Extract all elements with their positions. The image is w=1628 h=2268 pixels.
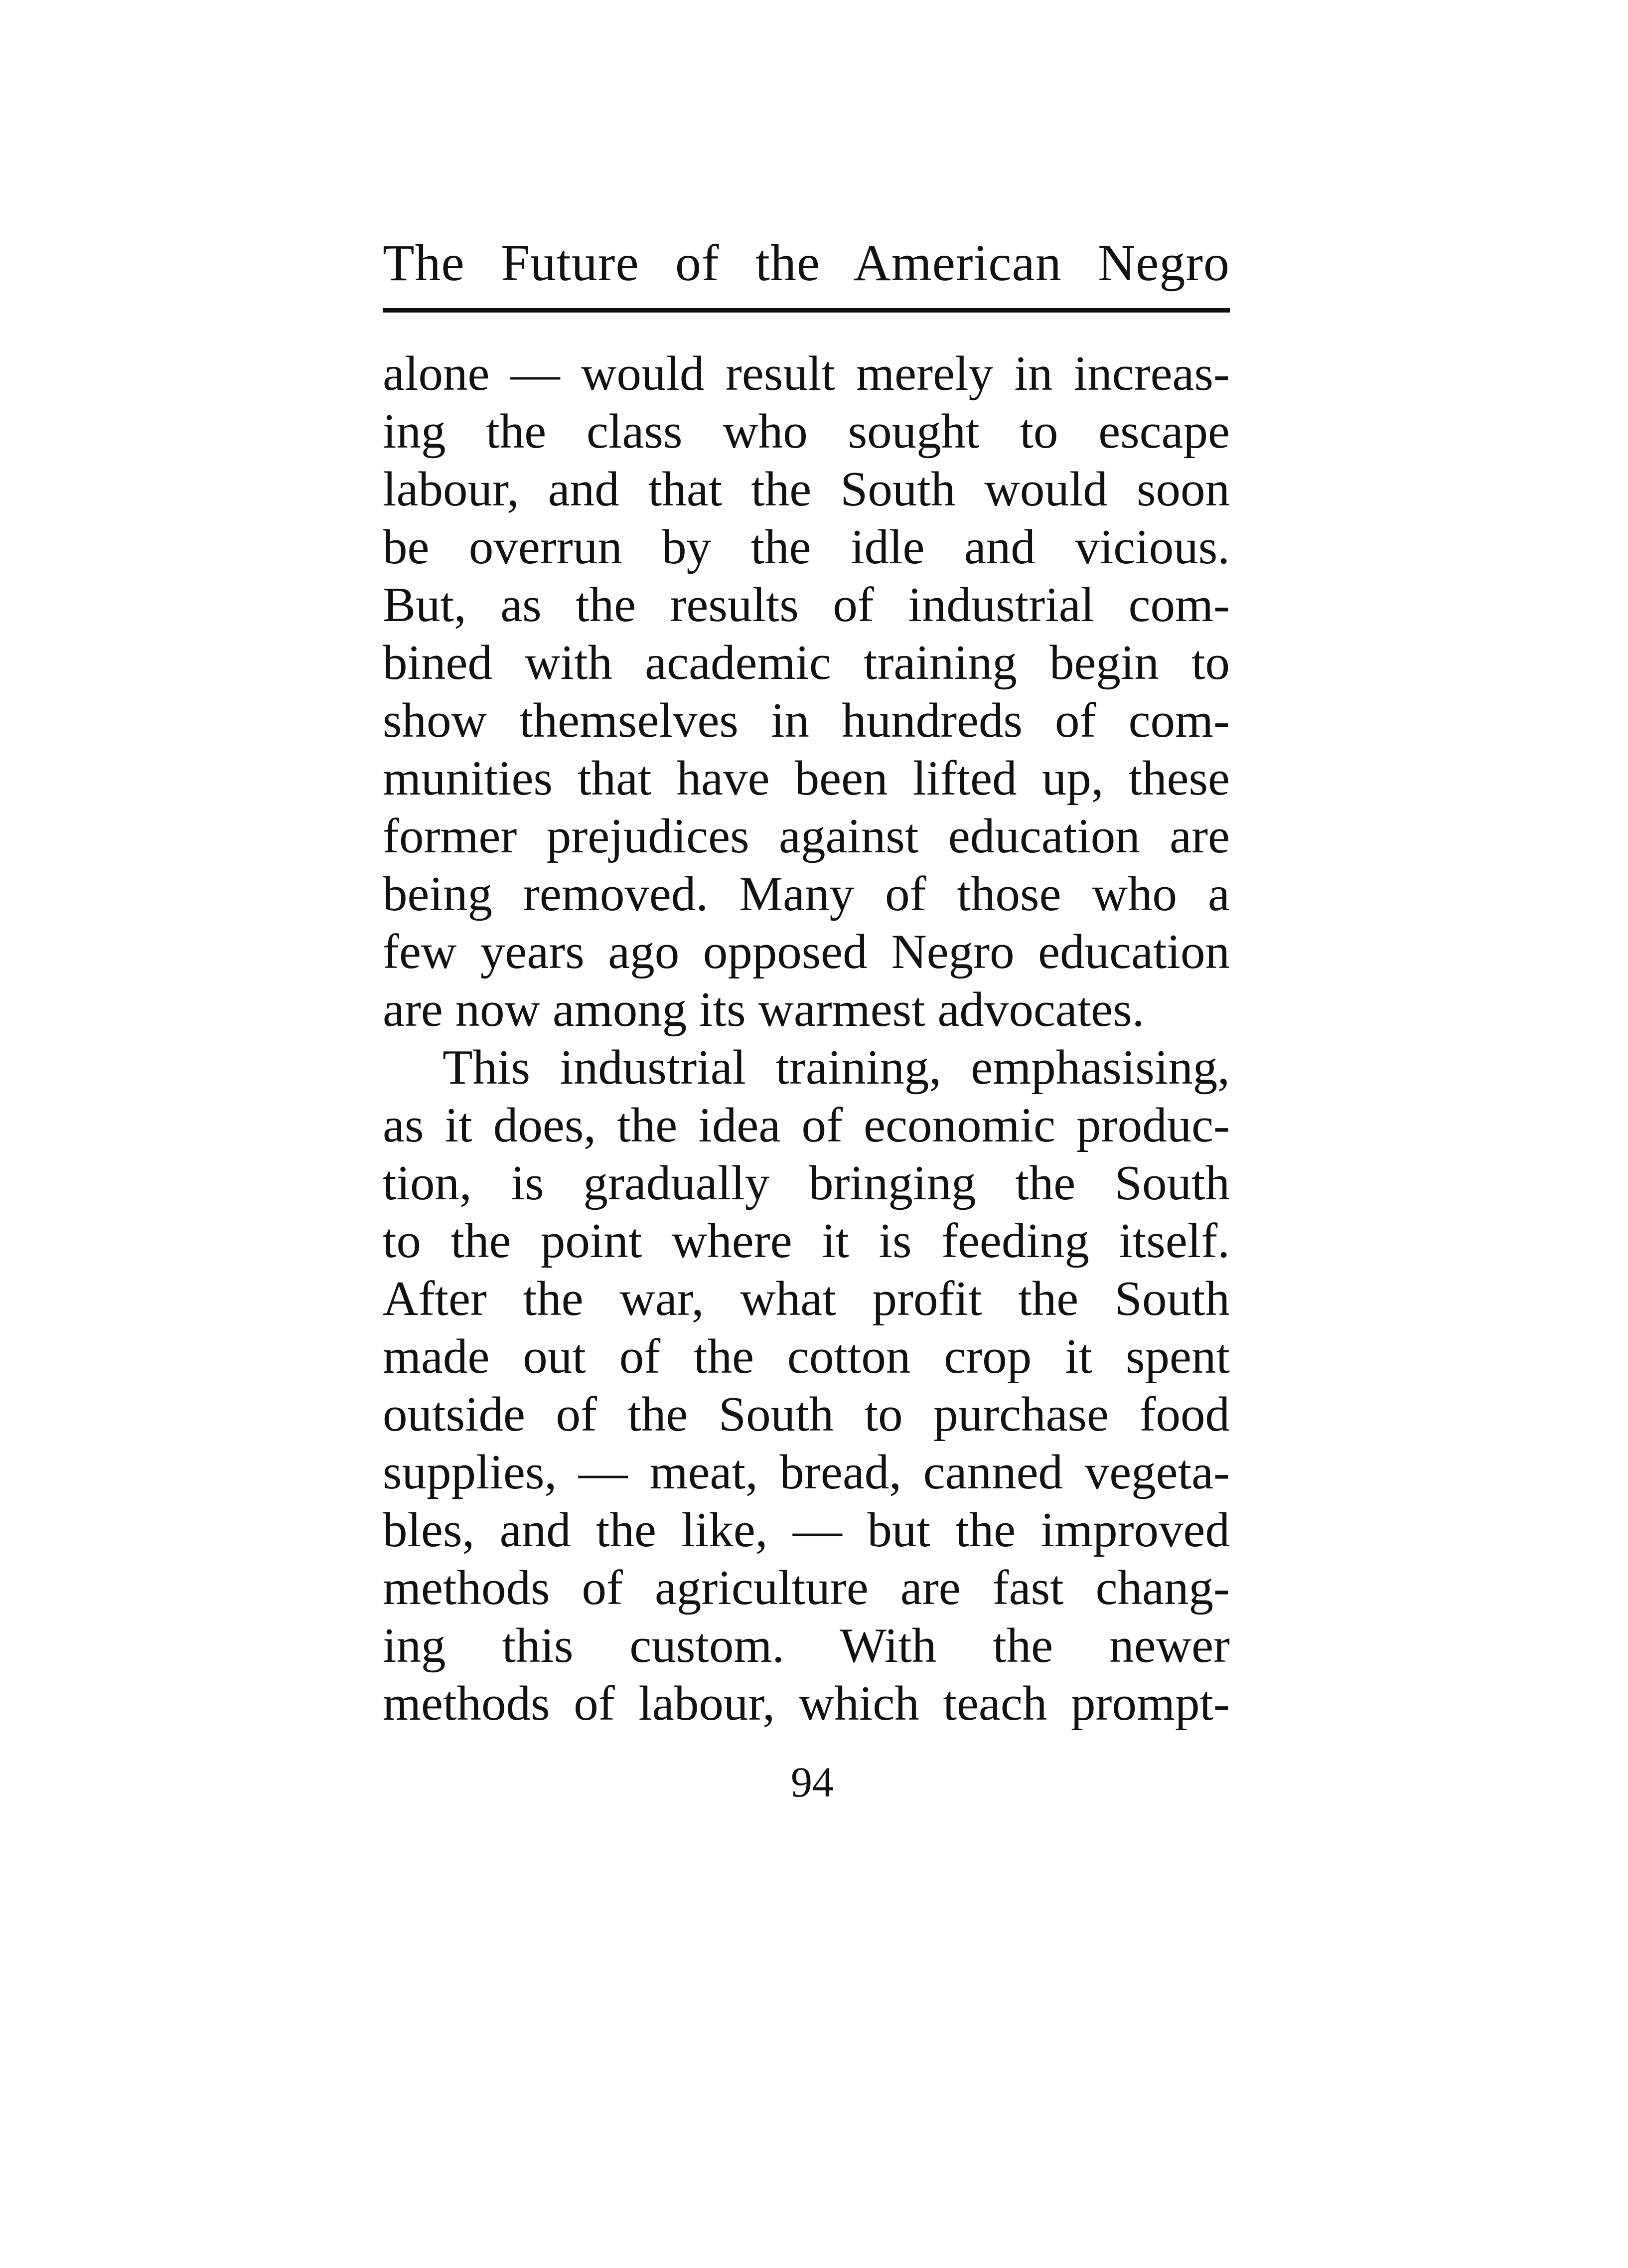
text-line: former prejudices against education are [383,809,1230,863]
text-line: being removed. Many of those who a [383,867,1230,921]
text-line: as it does, the idea of economic produc- [383,1098,1230,1152]
text-line: supplies, — meat, bread, canned vegeta- [383,1445,1230,1499]
text-line: methods of agriculture are fast chang- [383,1561,1230,1615]
header-rule [383,308,1230,313]
text-line: to the point where it is feeding itself. [383,1214,1230,1268]
text-line: alone — would result merely in increas- [383,346,1230,401]
text-line: show themselves in hundreds of com- [383,693,1230,748]
text-line: made out of the cotton crop it spent [383,1329,1230,1384]
text-line: munities that have been lifted up, these [383,751,1230,806]
text-line: methods of labour, which teach prompt- [383,1676,1230,1731]
text-line: are now among its warmest advocates. [383,982,1145,1037]
text-line: This industrial training, emphasising, [443,1040,1230,1095]
text-line: ing this custom. With the newer [383,1619,1230,1673]
running-head: The Future of the American Negro [383,234,1230,292]
text-line: outside of the South to purchase food [383,1387,1230,1442]
body-text [383,345,1230,1733]
text-line: bles, and the like, — but the improved [383,1503,1230,1557]
text-line: few years ago opposed Negro education [383,925,1230,979]
text-line: be overrun by the idle and vicious. [383,520,1230,574]
text-line: bined with academic training begin to [383,636,1230,690]
page-number: 94 [791,1758,834,1806]
text-line: labour, and that the South would soon [383,462,1230,516]
text-line: After the war, what profit the South [383,1272,1230,1326]
text-line: tion, is gradually bringing the South [383,1156,1230,1210]
text-line: But, as the results of industrial com- [383,578,1230,632]
text-line: ing the class who sought to escape [383,404,1230,459]
